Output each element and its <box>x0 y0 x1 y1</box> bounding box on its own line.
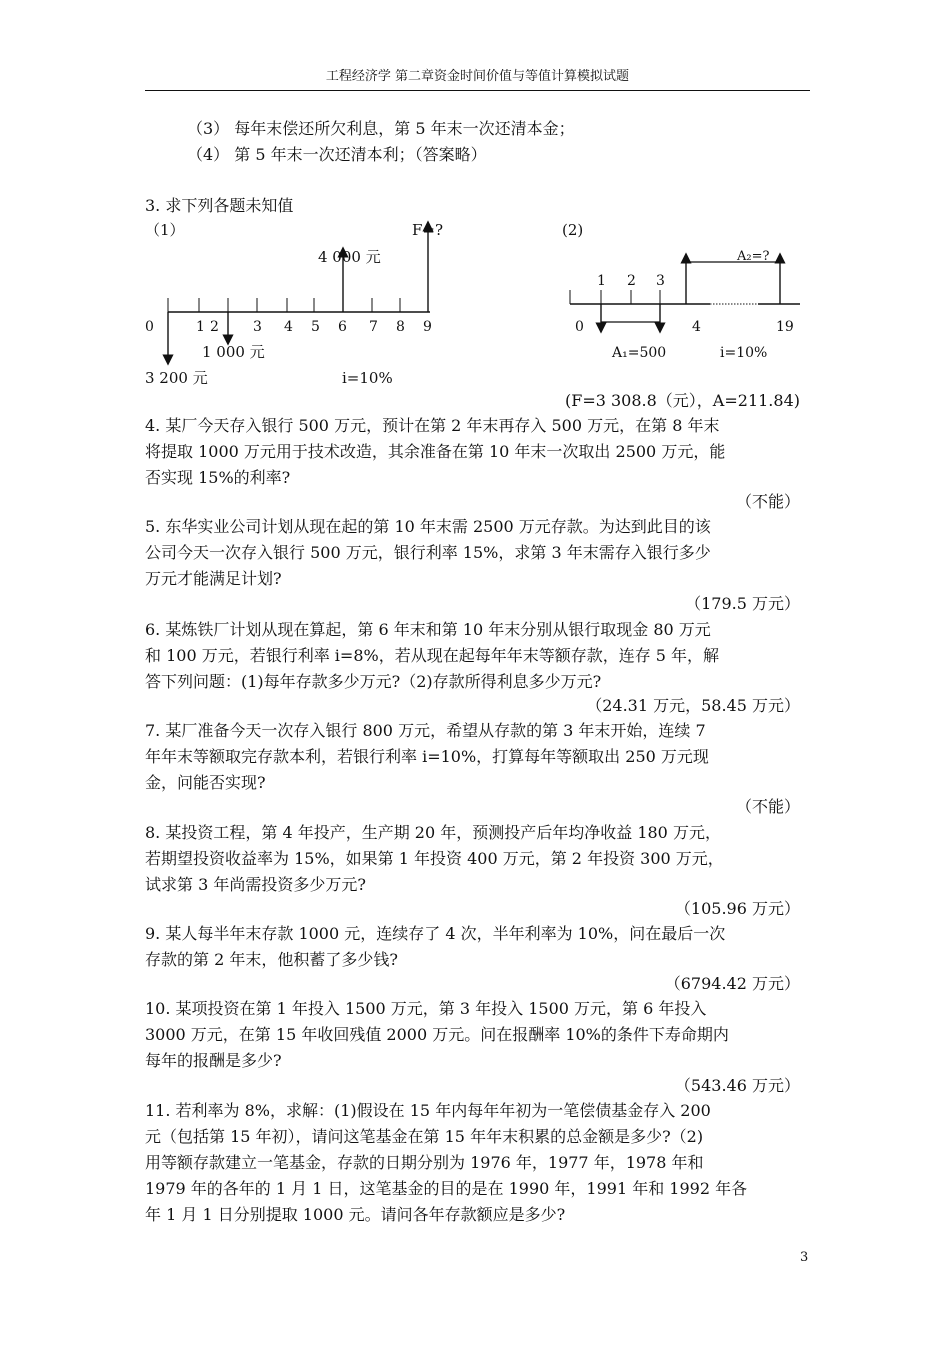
tick-label: 0 <box>575 319 584 335</box>
tick-label: 3 <box>656 273 665 289</box>
item-3-text: （3） 每年末偿还所欠利息，第 5 年末一次还清本金； <box>187 119 575 138</box>
question-8-line: 若期望投资收益率为 15%，如果第 1 年投资 400 万元，第 2 年投资 300 万元， <box>145 849 724 868</box>
question-6-line: 答下列问题：(1)每年存款多少万元?（2)存款所得利息多少万元? <box>145 672 602 691</box>
tick-label: 2 <box>210 319 219 335</box>
question-11-line: 元（包括第 15 年初），请问这笔基金在第 15 年年末积累的总金额是多少?（2) <box>145 1127 704 1146</box>
tick-label: 8 <box>396 319 405 335</box>
question-9-answer: （6794.42 万元） <box>664 974 800 993</box>
tick-label: 3 <box>253 319 262 335</box>
amount-3200-label: 3 200 元 <box>145 369 208 387</box>
tick-label: 0 <box>145 319 154 335</box>
future-value-label: F=? <box>412 221 444 239</box>
question-11-line: 年 1 月 1 日分别提取 1000 元。请问各年存款额应是多少? <box>145 1205 566 1224</box>
a1-label: A₁=500 <box>612 345 667 361</box>
tick-label: 1 <box>196 319 205 335</box>
question-8-answer: （105.96 万元） <box>674 899 800 918</box>
question-10-answer: （543.46 万元） <box>674 1076 800 1095</box>
tick-label: 6 <box>338 319 347 335</box>
question-5-line: 公司今天一次存入银行 500 万元，银行利率 15%，求第 3 年末需存入银行多少 <box>145 543 711 562</box>
question-5-answer: （179.5 万元） <box>685 594 800 613</box>
tick-label: 2 <box>627 273 636 289</box>
tick-label: 1 <box>597 273 606 289</box>
question-11-line: 用等额存款建立一笔基金，存款的日期分别为 1976 年，1977 年，1978 年和 <box>145 1153 704 1172</box>
question-8-line: 试求第 3 年尚需投资多少万元? <box>145 875 366 894</box>
question-11-line: 1979 年的各年的 1 月 1 日，这笔基金的目的是在 1990 年，1991 年和 1992 年各 <box>145 1179 748 1198</box>
tick-label: 5 <box>311 319 320 335</box>
question-4-answer: （不能） <box>735 492 800 511</box>
diagram-1 <box>145 221 443 387</box>
question-6-line: 6. 某炼铁厂计划从现在算起，第 6 年末和第 10 年末分别从银行取现金 80 万元 <box>145 620 711 639</box>
question-6-line: 和 100 万元，若银行利率 i=8%，若从现在起每年年末等额存款，连存 5 年，解 <box>145 646 720 665</box>
question-8-line: 8. 某投资工程，第 4 年投产，生产期 20 年，预测投产后年均净收益 180 万元， <box>145 823 721 842</box>
question-9-line: 存款的第 2 年末，他积蓄了多少钱? <box>145 950 398 969</box>
question-7-line: 7. 某厂准备今天一次存入银行 800 万元，希望从存款的第 3 年末开始，连续 7 <box>145 721 706 740</box>
amount-4000-label: 4 000 元 <box>318 248 381 266</box>
question-11-line: 11. 若利率为 8%，求解：(1)假设在 15 年内每年年初为一笔偿债基金存入 200 <box>145 1101 711 1120</box>
interest-rate-label: i=10% <box>342 369 393 387</box>
question-4-line: 4. 某厂今天存入银行 500 万元，预计在第 2 年末再存入 500 万元，在第 8 年末 <box>145 416 720 435</box>
diagram-2-label: (2) <box>562 221 584 239</box>
question-9-line: 9. 某人每半年末存款 1000 元，连续存了 4 次，半年利率为 10%，问在最后一次 <box>145 924 726 943</box>
diagram-1-tick-marks <box>168 298 428 312</box>
question-5-line: 万元才能满足计划? <box>145 569 282 588</box>
question-10-line: 10. 某项投资在第 1 年投入 1500 万元，第 3 年投入 1500 万元，第 6 年投入 <box>145 999 707 1018</box>
tick-label: 19 <box>776 319 794 335</box>
page-number: 3 <box>800 1250 809 1265</box>
question-4-line: 将提取 1000 万元用于技术改造，其余准备在第 10 年末一次取出 2500 万元，能 <box>145 442 726 461</box>
page-header: 工程经济学 第二章资金时间价值与等值计算模拟试题 <box>145 66 810 91</box>
interest-rate-label: i=10% <box>720 345 768 361</box>
question-10-line: 每年的报酬是多少? <box>145 1051 282 1070</box>
tick-label: 7 <box>369 319 378 335</box>
diagram-2 <box>562 221 800 361</box>
question-7-line: 年年末等额取完存款本利，若银行利率 i=10%，打算每年等额取出 250 万元现 <box>145 747 709 766</box>
question-3-title: 3. 求下列各题未知值 <box>145 196 294 215</box>
cash-flow-diagrams <box>0 0 952 420</box>
question-10-line: 3000 万元，在第 15 年收回残值 2000 万元。问在报酬率 10%的条件下寿命期内 <box>145 1025 729 1044</box>
a2-label: A₂=? <box>737 249 770 264</box>
tick-label: 9 <box>423 319 432 335</box>
question-6-answer: （24.31 万元，58.45 万元） <box>586 696 800 715</box>
amount-1000-label: 1 000 元 <box>202 343 265 361</box>
tick-label: 4 <box>284 319 293 335</box>
question-7-answer: （不能） <box>735 797 800 816</box>
question-4-line: 否实现 15%的利率? <box>145 468 291 487</box>
diagram-1-label: （1） <box>145 221 185 239</box>
item-4-text: （4） 第 5 年末一次还清本利；（答案略） <box>187 145 487 164</box>
tick-label: 4 <box>692 319 701 335</box>
question-7-line: 金，问能否实现? <box>145 773 266 792</box>
question-3-answer: (F=3 308.8（元），A=211.84) <box>564 391 800 410</box>
question-5-line: 5. 东华实业公司计划从现在起的第 10 年末需 2500 万元存款。为达到此目的该 <box>145 517 711 536</box>
